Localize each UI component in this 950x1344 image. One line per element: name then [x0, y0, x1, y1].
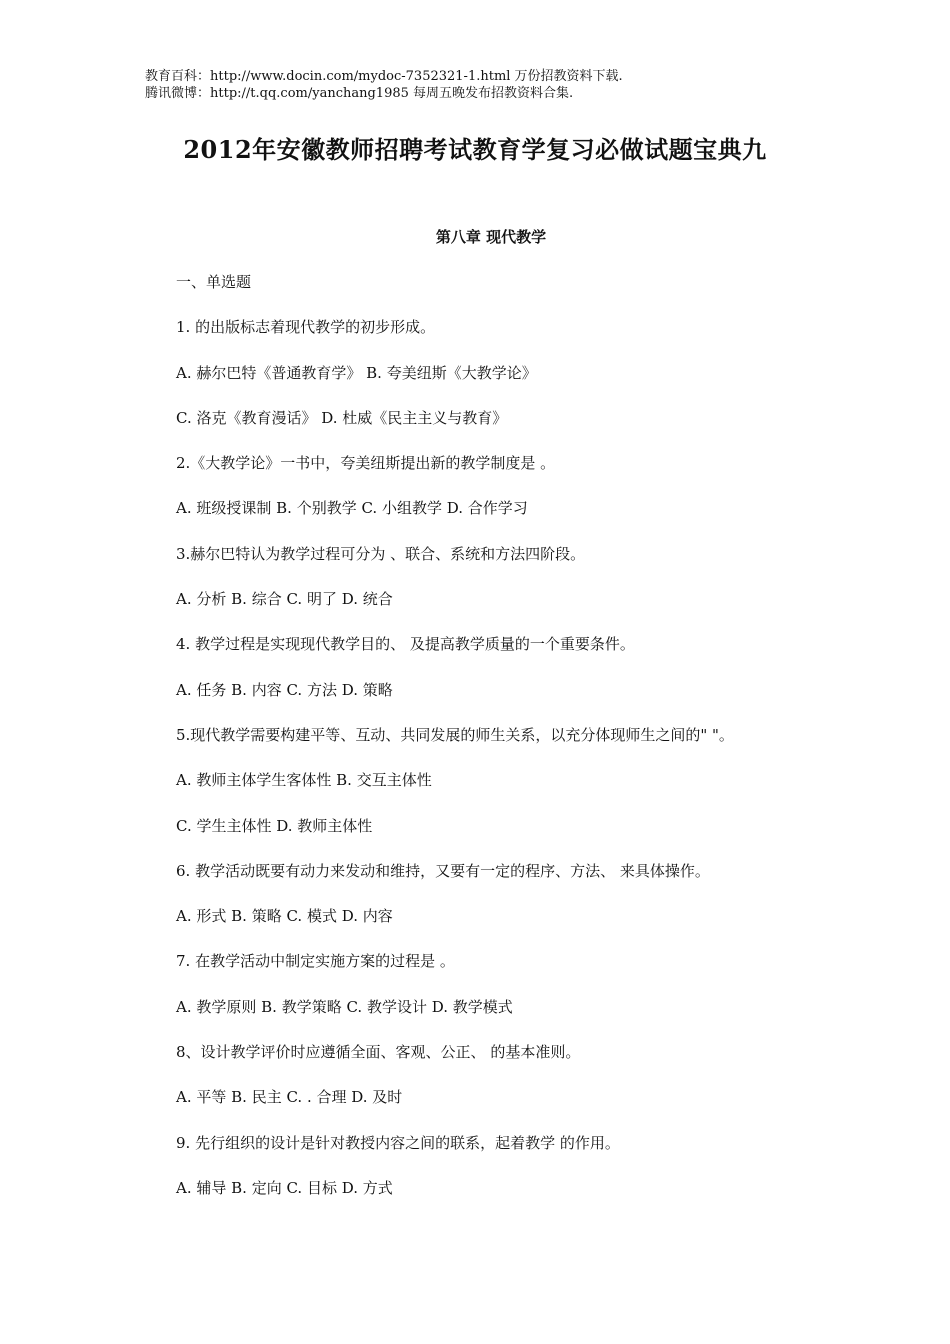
- section-heading: 一、单选题: [176, 273, 252, 291]
- question-6: 6. 教学活动既要有动力来发动和维持，又要有一定的程序、方法、 来具体操作。: [176, 861, 710, 880]
- question-6-options: A. 形式 B. 策略 C. 模式 D. 内容: [176, 907, 393, 926]
- question-9: 9. 先行组织的设计是针对教授内容之间的联系，起着教学 的作用。: [176, 1133, 620, 1152]
- page-header: [145, 68, 623, 102]
- question-9-options: A. 辅导 B. 定向 C. 目标 D. 方式: [176, 1178, 393, 1197]
- question-4-options: A. 任务 B. 内容 C. 方法 D. 策略: [176, 680, 393, 699]
- question-4: 4. 教学过程是实现现代教学目的、 及提高教学质量的一个重要条件。: [176, 635, 635, 654]
- question-1: 1. 的出版标志着现代教学的初步形成。: [176, 318, 436, 337]
- question-7-options: A. 教学原则 B. 教学策略 C. 教学设计 D. 教学模式: [176, 997, 513, 1016]
- question-7: 7. 在教学活动中制定实施方案的过程是 。: [176, 952, 455, 971]
- header-line-docin: 教育百科：http://www.docin.com/mydoc-7352321-1.html 万份招教资料下载.: [145, 69, 623, 84]
- question-8: 8、设计教学评价时应遵循全面、客观、公正、 的基本准则。: [176, 1043, 581, 1062]
- question-3: 3.赫尔巴特认为教学过程可分为 、联合、系统和方法四阶段。: [176, 544, 586, 563]
- question-list: [176, 270, 896, 1221]
- question-2-options: A. 班级授课制 B. 个别教学 C. 小组教学 D. 合作学习: [176, 499, 528, 518]
- question-8-options: A. 平等 B. 民主 C. . 合理 D. 及时: [176, 1088, 403, 1107]
- header-line-weibo: 腾讯微博：http://t.qq.com/yanchang1985 每周五晚发布招教资料合集.: [145, 86, 574, 101]
- question-1-options-ab: A. 赫尔巴特《普通教育学》 B. 夸美纽斯《大教学论》: [176, 363, 537, 382]
- document-title: 2012年安徽教师招聘考试教育学复习必做试题宝典九: [183, 135, 767, 164]
- question-5-options-cd: C. 学生主体性 D. 教师主体性: [176, 816, 373, 835]
- chapter-heading: 第八章 现代教学: [435, 228, 547, 246]
- question-1-options-cd: C. 洛克《教育漫话》 D. 杜威《民主主义与教育》: [176, 408, 508, 427]
- question-5-options-ab: A. 教师主体学生客体性 B. 交互主体性: [176, 771, 432, 790]
- question-3-options: A. 分析 B. 综合 C. 明了 D. 统合: [176, 590, 393, 609]
- question-2: 2.《大教学论》一书中，夸美纽斯提出新的教学制度是 。: [176, 454, 556, 473]
- question-5: 5.现代教学需要构建平等、互动、共同发展的师生关系，以充分体现师生之间的" "。: [176, 725, 734, 744]
